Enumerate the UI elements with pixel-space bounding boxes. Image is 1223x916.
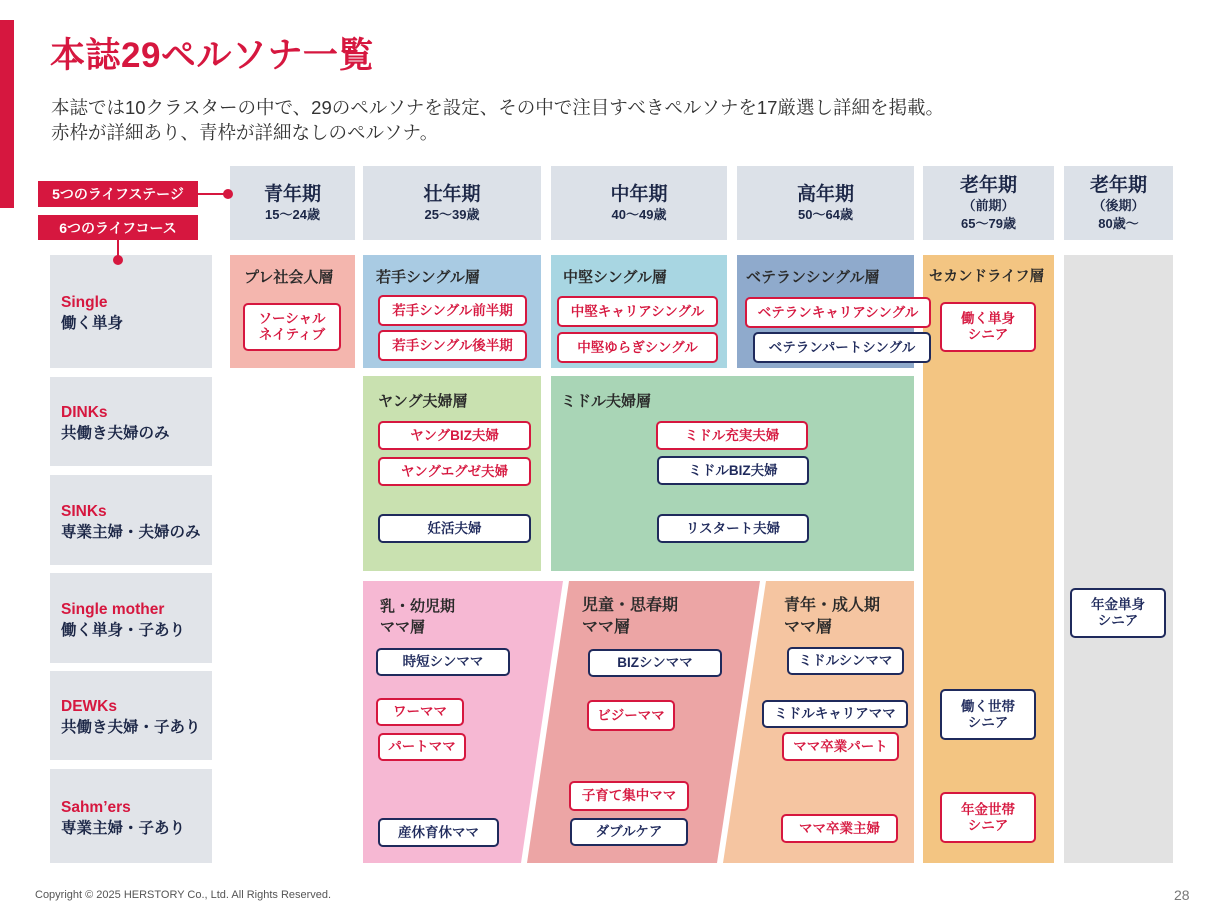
description-line-1: 本誌では10クラスターの中で、29のペルソナを設定、その中で注目すべきペルソナを17厳選し詳細を掲載。	[51, 97, 944, 118]
course-row-single	[50, 255, 212, 368]
stage-header-prime	[363, 166, 541, 240]
stage-header-early-senior	[923, 166, 1054, 240]
stage-age-range: 25〜39歳	[424, 206, 480, 222]
courses-connector-dot	[113, 255, 123, 265]
page-number: 28	[1174, 887, 1190, 903]
persona-young-executive-couple: ヤングエグゼ夫婦	[378, 457, 531, 486]
persona-part-time-mom: パートママ	[378, 733, 466, 761]
persona-double-care: ダブルケア	[570, 818, 688, 846]
course-code: SINKs	[61, 502, 107, 520]
course-code: Sahm’ers	[61, 798, 131, 816]
stage-age-range: 40〜49歳	[611, 206, 667, 222]
cluster-label: 青年・成人期 ママ層	[784, 597, 881, 636]
persona-young-biz-couple: ヤングBIZ夫婦	[378, 421, 531, 450]
persona-young-single-early: 若手シングル前半期	[378, 295, 527, 326]
stages-connector-line	[198, 193, 226, 195]
cluster-label: 乳・幼児期 ママ層	[380, 598, 456, 636]
stage-name: 高年期	[796, 183, 854, 205]
stage-header-mature	[737, 166, 914, 240]
persona-middle-career-mom: ミドルキャリアママ	[762, 700, 908, 728]
stage-age-range: 65〜79歳	[961, 215, 1016, 231]
stage-subname: （後期）	[1092, 197, 1145, 213]
course-label: 共働き夫婦のみ	[61, 425, 170, 442]
persona-busy-mom: ビジーママ	[587, 700, 675, 731]
stage-subname: （前期）	[962, 197, 1015, 213]
cluster-label: 児童・思春期 ママ層	[582, 597, 679, 636]
description-line-2: 赤枠が詳細あり、青枠が詳細なしのペルソナ。	[51, 122, 439, 143]
persona-biz-single-mom: BIZシンママ	[588, 649, 722, 677]
persona-short-hours-single-mom: 時短シンママ	[376, 648, 510, 676]
course-row-sinks	[50, 475, 212, 565]
persona-mid-wavering-single: 中堅ゆらぎシングル	[557, 332, 718, 363]
stage-name: 老年期	[1089, 174, 1147, 196]
page-title: 本誌29ペルソナ一覧	[50, 36, 374, 75]
course-label: 働く単身	[61, 315, 124, 332]
persona-fertility-couple: 妊活夫婦	[378, 514, 531, 543]
persona-veteran-part-time-single: ベテランパートシングル	[753, 332, 931, 363]
persona-working-mom: ワーママ	[376, 698, 464, 726]
stage-name: 壮年期	[423, 183, 481, 205]
stage-name: 青年期	[263, 183, 321, 205]
stage-header-middle-age	[551, 166, 727, 240]
course-label: 専業主婦・夫婦のみ	[61, 523, 201, 541]
persona-working-household-senior: 働く世帯 シニア	[940, 689, 1036, 740]
stage-age-range: 15〜24歳	[265, 206, 320, 222]
course-code: Single mother	[61, 600, 165, 618]
persona-middle-single-mom: ミドルシンママ	[787, 647, 904, 675]
persona-childcare-focused-mom: 子育て集中ママ	[569, 781, 689, 811]
persona-pension-single-senior: 年金単身 シニア	[1070, 588, 1166, 638]
course-row-dinks	[50, 377, 212, 466]
course-row-dewks	[50, 671, 212, 760]
persona-working-single-senior: 働く単身 シニア	[940, 302, 1036, 352]
course-code: DINKs	[61, 404, 108, 421]
stage-age-range: 50〜64歳	[798, 206, 853, 222]
cluster-label: 若手シングル層	[376, 269, 480, 286]
copyright-text: Copyright © 2025 HERSTORY Co., Ltd. All Rights Reserved.	[35, 889, 332, 901]
accent-bar	[0, 20, 14, 208]
course-label: 働く単身・子あり	[61, 621, 186, 639]
persona-mom-graduate-part-time: ママ卒業パート	[782, 732, 899, 761]
course-label: 専業主婦・子あり	[61, 819, 186, 837]
cluster-label: ミドル夫婦層	[561, 393, 652, 410]
persona-social-native: ソーシャル ネイティブ	[243, 303, 341, 351]
life-courses-tag: 6つのライフコース	[38, 215, 198, 240]
persona-middle-fulfilled-couple: ミドル充実夫婦	[656, 421, 808, 450]
stage-name: 老年期	[959, 174, 1017, 196]
persona-pension-household-senior: 年金世帯 シニア	[940, 792, 1036, 843]
stages-connector-dot	[223, 189, 233, 199]
persona-restart-couple: リスタート夫婦	[657, 514, 809, 543]
course-row-sahmers	[50, 769, 212, 863]
course-code: Single	[61, 294, 108, 311]
late-senior-area	[1064, 255, 1173, 863]
stage-header-youth	[230, 166, 355, 240]
cluster-label: 中堅シングル層	[563, 269, 667, 286]
course-code: DEWKs	[61, 698, 117, 715]
cluster-label: ベテランシングル層	[746, 269, 880, 286]
persona-mom-graduate-housewife: ママ卒業主婦	[781, 814, 898, 843]
persona-parental-leave-mom: 産休育休ママ	[378, 818, 499, 847]
stage-name: 中年期	[610, 183, 668, 205]
course-label: 共働き夫婦・子あり	[61, 719, 201, 736]
stage-header-late-senior	[1064, 166, 1173, 240]
cluster-label: ヤング夫婦層	[378, 393, 468, 410]
persona-middle-biz-couple: ミドルBIZ夫婦	[657, 456, 809, 485]
stage-age-range: 80歳〜	[1098, 215, 1139, 231]
persona-mid-career-single: 中堅キャリアシングル	[557, 296, 718, 327]
persona-young-single-late: 若手シングル後半期	[378, 330, 527, 361]
life-stages-tag: 5つのライフステージ	[38, 181, 198, 207]
cluster-label: プレ社会人層	[244, 269, 334, 286]
course-row-single-mother	[50, 573, 212, 663]
cluster-label: セカンドライフ層	[929, 269, 1045, 285]
persona-veteran-career-single: ベテランキャリアシングル	[745, 297, 931, 328]
